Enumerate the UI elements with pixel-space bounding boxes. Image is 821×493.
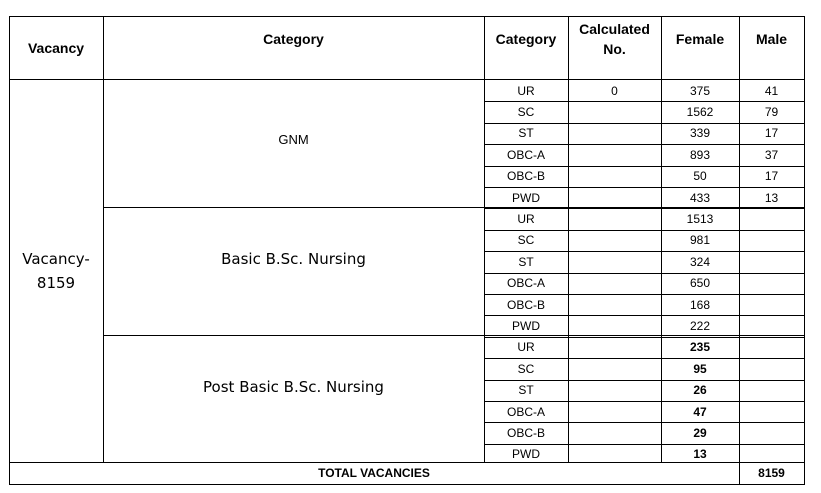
group-basic-bsc-nursing: Basic B.Sc. Nursing: [221, 250, 366, 268]
cell-female: 1562: [686, 105, 714, 120]
cell-female: 433: [689, 190, 711, 205]
cell-calc: [568, 273, 661, 294]
grid-hline: [484, 358, 805, 359]
grid-hline: [484, 444, 805, 445]
cell-cat: SC: [517, 233, 535, 248]
grid-hline: [484, 101, 805, 102]
cell-calc: [568, 315, 661, 336]
cell-cat: PWD: [512, 319, 540, 334]
grid-hline: [484, 144, 805, 145]
cell-female: 222: [689, 319, 711, 334]
cell-cat: OBC-A: [506, 276, 545, 291]
cell-cat: SC: [517, 361, 535, 376]
header-category-sub: Category: [495, 31, 557, 47]
header-vacancy: Vacancy: [27, 39, 85, 56]
cell-female: 13: [693, 447, 707, 462]
grid-hline: [484, 422, 805, 423]
grid-vline: [661, 16, 662, 463]
cell-calc: [568, 208, 661, 229]
cell-male: [739, 401, 804, 422]
cell-female: 324: [689, 254, 711, 269]
grid-hline: [484, 166, 805, 167]
cell-male: [739, 380, 804, 401]
cell-cat: ST: [518, 254, 534, 269]
cell-female: 95: [693, 361, 707, 376]
cell-female: 235: [689, 340, 711, 355]
cell-female: 29: [693, 426, 707, 441]
cell-male: 17: [764, 169, 779, 184]
grid-hline: [103, 335, 805, 336]
cell-calc: [568, 187, 661, 208]
cell-cat: OBC-A: [506, 404, 545, 419]
grid-hline: [9, 484, 805, 485]
cell-male: [739, 337, 804, 358]
header-calculated-no: Calculated No.: [579, 21, 650, 57]
cell-male: [739, 422, 804, 443]
cell-cat: ST: [518, 126, 534, 141]
cell-cat: UR: [517, 340, 535, 355]
grid-hline: [9, 16, 805, 17]
cell-cat: OBC-B: [506, 169, 545, 184]
cell-calc: [568, 123, 661, 144]
cell-female: 168: [689, 297, 711, 312]
cell-cat: ST: [518, 383, 534, 398]
cell-cat: UR: [517, 212, 535, 227]
cell-female: 981: [689, 233, 711, 248]
grid-hline: [484, 315, 805, 316]
grid-hline: [484, 230, 805, 231]
grid-vline: [9, 16, 10, 485]
grid-vline: [103, 16, 104, 463]
cell-cat: OBC-A: [506, 147, 545, 162]
cell-calc: [568, 401, 661, 422]
cell-cat: OBC-B: [506, 297, 545, 312]
cell-female: 47: [693, 404, 707, 419]
grid-hline: [9, 79, 805, 80]
cell-female: 893: [689, 147, 711, 162]
cell-female: 650: [689, 276, 711, 291]
cell-male: [739, 208, 804, 229]
cell-male: 79: [764, 105, 779, 120]
cell-female: 50: [693, 169, 707, 184]
cell-calc: [568, 144, 661, 165]
cell-calc: [568, 251, 661, 272]
cell-female: 339: [689, 126, 711, 141]
cell-male: [739, 230, 804, 251]
cell-calc: [568, 337, 661, 358]
cell-male: 13: [764, 190, 779, 205]
cell-cat: PWD: [512, 190, 540, 205]
grid-hline: [484, 187, 805, 188]
grid-hline: [484, 337, 805, 338]
cell-calc: [568, 101, 661, 122]
grid-hline: [9, 462, 805, 463]
cell-male: [739, 294, 804, 315]
total-label: TOTAL VACANCIES: [318, 466, 430, 480]
cell-cat: OBC-B: [506, 426, 545, 441]
grid-hline: [484, 208, 805, 209]
cell-cat: PWD: [512, 447, 540, 462]
grid-hline: [484, 273, 805, 274]
cell-calc: [568, 166, 661, 187]
grid-hline: [484, 380, 805, 381]
vacancy-total-label: Vacancy-8159: [22, 250, 90, 292]
grid-hline: [484, 123, 805, 124]
grid-hline: [484, 401, 805, 402]
cell-calc: [568, 230, 661, 251]
total-value: 8159: [758, 466, 785, 480]
cell-male: 37: [764, 147, 779, 162]
group-post-basic-bsc-nursing: Post Basic B.Sc. Nursing: [203, 377, 384, 396]
cell-female: 375: [689, 83, 711, 98]
cell-calc: [568, 422, 661, 443]
cell-calc: [568, 358, 661, 379]
header-female: Female: [675, 31, 725, 47]
cell-male: 17: [764, 126, 779, 141]
grid-vline: [484, 16, 485, 463]
cell-cat: SC: [517, 105, 535, 120]
grid-hline: [484, 294, 805, 295]
header-category: Category: [263, 31, 324, 47]
cell-calc: [568, 294, 661, 315]
cell-cat: UR: [517, 83, 535, 98]
cell-male: [739, 251, 804, 272]
cell-calc: 0: [611, 83, 618, 98]
cell-male: [739, 315, 804, 336]
cell-male: 41: [764, 83, 779, 98]
grid-vline: [568, 16, 569, 463]
grid-hline: [484, 251, 805, 252]
cell-female: 1513: [686, 212, 714, 227]
cell-male: [739, 358, 804, 379]
cell-calc: [568, 380, 661, 401]
cell-female: 26: [693, 383, 707, 398]
group-gnm: GNM: [278, 132, 309, 147]
header-male: Male: [755, 31, 788, 47]
cell-male: [739, 273, 804, 294]
